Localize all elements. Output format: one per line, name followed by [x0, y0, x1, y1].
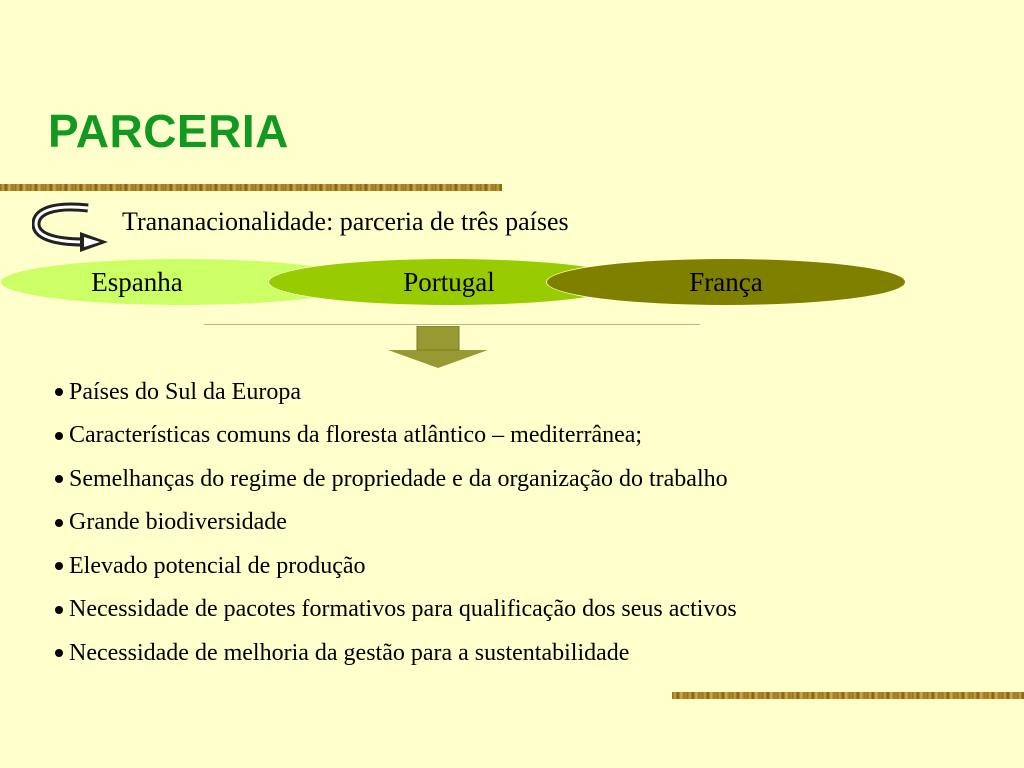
decorative-rule-top	[0, 184, 502, 191]
bullet-icon	[55, 606, 63, 614]
bullet-list	[54, 372, 737, 675]
bullet-icon	[55, 562, 63, 570]
bullet-icon	[55, 475, 63, 483]
country-label-franca: França	[689, 266, 763, 297]
decorative-rule-bottom	[672, 692, 1024, 699]
down-arrow-icon	[388, 326, 488, 368]
bullet-icon	[55, 432, 63, 440]
list-item: Características comuns da floresta atlântico – mediterrânea;	[54, 414, 737, 458]
list-item: Grande biodiversidade	[54, 501, 737, 545]
list-item: Países do Sul da Europa	[54, 372, 737, 412]
list-item: Elevado potencial de produção	[54, 545, 737, 589]
bullet-icon	[55, 649, 63, 657]
country-label-portugal: Portugal	[403, 266, 495, 297]
countries-diagram	[0, 258, 1024, 308]
list-item: Necessidade de pacotes formativos para qualificação dos seus activos	[54, 588, 737, 632]
bullet-icon	[55, 388, 63, 396]
list-item: Semelhanças do regime de propriedade e da organização do trabalho	[54, 458, 737, 502]
country-ellipse-franca	[546, 258, 906, 306]
list-item: Necessidade de melhoria da gestão para a sustentabilidade	[54, 632, 737, 676]
country-label-espanha: Espanha	[91, 266, 183, 297]
divider-line	[204, 324, 700, 325]
slide-title: PARCERIA	[48, 105, 289, 157]
bullet-icon	[55, 519, 63, 527]
slide-subtitle: Trananacionalidade: parceria de três países	[122, 207, 569, 236]
curved-arrow-icon	[32, 202, 112, 252]
